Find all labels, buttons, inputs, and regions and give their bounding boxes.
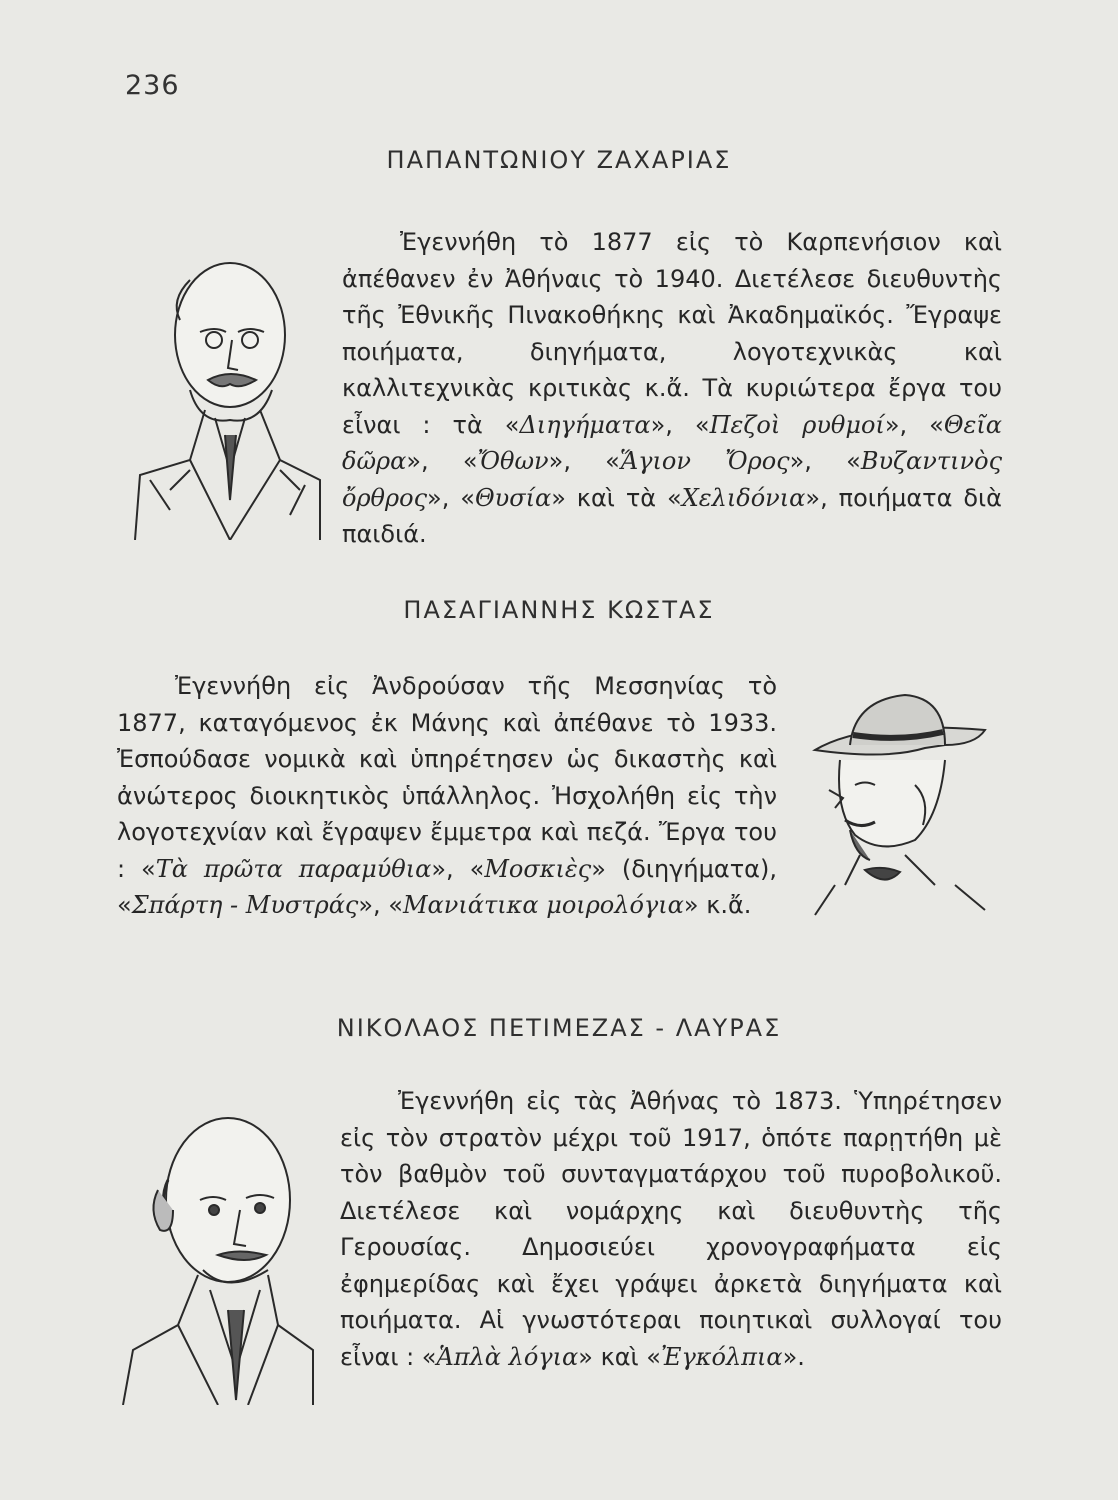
entry-text-pasagiannis: Ἐγεννήθη εἰς Ἀνδρούσαν τῆς Μεσσηνίας τὸ 1877, καταγόμενος ἐκ Μάνης καὶ ἀπέθανε τὸ 1933. Ἐσπούδασε νομικὰ καὶ ὑπηρέτησεν ὡς δικαστὴς καὶ ἀνώτερος διοικητικὸς ὑπάλληλος. Ἠσχολήθη εἰς τὴν λογοτεχνίαν καὶ ἔγραψεν ἔμμετρα καὶ πεζά. Ἔργα του : «Τὰ πρῶτα παραμύθια», «Μοσκιὲς» (διηγήματα), «Σπάρτη - Μυστράς», «Μανιάτικα μοιρολόγια» κ.ἄ. [117, 672, 777, 919]
entry-heading-pasagiannis: ΠΑΣΑΓΙΑΝΝΗΣ ΚΩΣΤΑΣ [403, 596, 715, 624]
entry-text-petimezas: Ἐγεννήθη εἰς τὰς Ἀθήνας τὸ 1873. Ὑπηρέτησεν εἰς τὸν στρατὸν μέχρι τοῦ 1917, ὁπότε παρῃτήθη μὲ τὸν βαθμὸν τοῦ συνταγματάρχου τοῦ πυροβολικοῦ. Διετέλεσε καὶ νομάρχης καὶ διευθυντὴς τῆς Γερουσίας. Δημοσιεύει χρονογραφήματα εἰς ἐφημερίδας καὶ ἔχει γράψει ἀρκετὰ διηγήματα καὶ ποιήματα. Αἱ γνωστότεραι ποιητικαὶ συλλογαί του εἶναι : «Ἁπλὰ λόγια» καὶ «Ἐγκόλπια». [340, 1087, 1002, 1371]
bald-man-with-mustache-portrait-icon [130, 240, 325, 540]
man-with-hat-portrait-icon [805, 690, 995, 920]
bald-man-in-suit-portrait-icon [118, 1110, 318, 1405]
entry-heading-papantoniou: ΠΑΠΑΝΤΩΝΙΟΥ ΖΑΧΑΡΙΑΣ [386, 146, 732, 174]
entry-heading-petimezas: ΝΙΚΟΛΑΟΣ ΠΕΤΙΜΕΖΑΣ - ΛΑΥΡΑΣ [336, 1014, 782, 1042]
page-number: 236 [125, 70, 180, 101]
entry-text-papantoniou: Ἐγεννήθη τὸ 1877 εἰς τὸ Καρπενήσιον καὶ ἀπέθανεν ἐν Ἀθήναις τὸ 1940. Διετέλεσε διευθυντὴς τῆς Ἐθνικῆς Πινακοθήκης καὶ Ἀκαδημαϊκός. Ἔγραψε ποιήματα, διηγήματα, λογοτεχνικὰς καὶ καλλιτεχνικὰς κριτικὰς κ.ἄ. Τὰ κυριώτερα ἔργα του εἶναι : τὰ «Διηγήματα», «Πεζοὶ ρυθμοί», «Θεῖα δῶρα», «Ὄθων», «Ἅγιον Ὄρος», «Βυζαντινὸς ὄρθρος», «Θυσία» καὶ τὰ «Χελιδόνια», ποιήματα διὰ παιδιά. [342, 228, 1003, 548]
